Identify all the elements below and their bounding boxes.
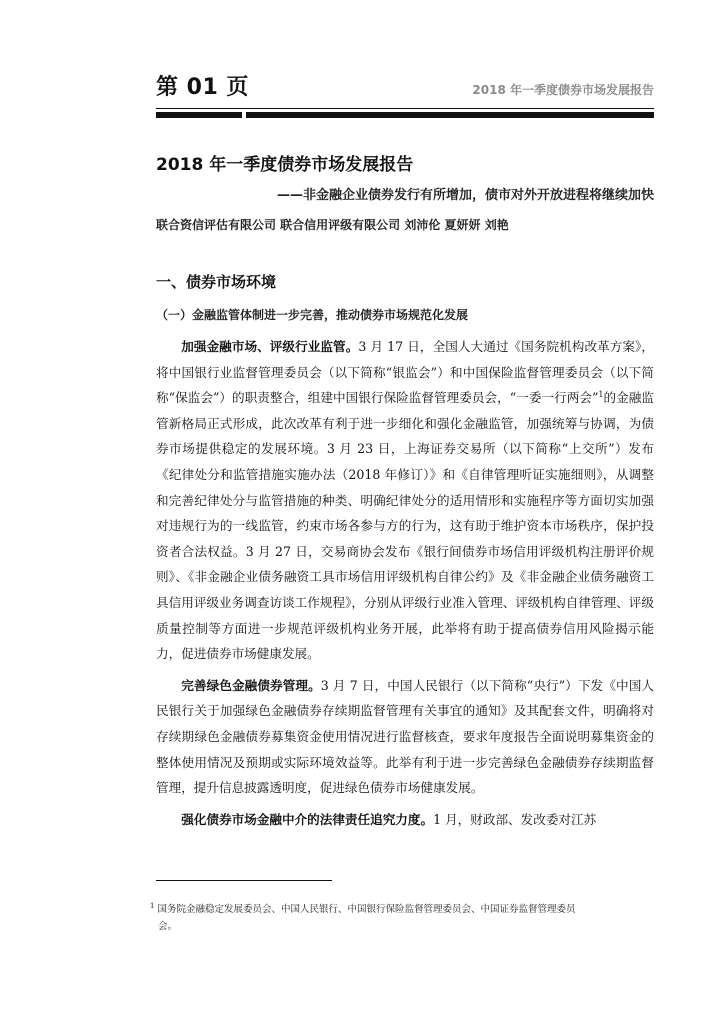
header-rule xyxy=(156,108,654,109)
paragraph-text: 3 月 7 日，中国人民银行（以下简称“央行”）下发《中国人民银行关于加强绿色金融债券存续期监督管理有关事宜的通知》及其配套文件，明确将对存续期绿色金融债券募集资金使用情况进行监督核查，要求年度报告全面说明募集资金的整体使用情况及预期或实际环境效益等。此举有利于进一步完善绿色金融债券存续期监督管理，提升信息披露透明度，促进绿色债券市场健康发展。 xyxy=(156,677,654,796)
footnote-line xyxy=(150,898,654,918)
paragraph-lead: 强化债券市场金融中介的法律责任追究力度。 xyxy=(181,811,434,827)
report-subtitle: ——非金融企业债券发行有所增加，债市对外开放进程将继续加快 xyxy=(276,188,654,203)
footnote-mark: 1 xyxy=(150,902,155,910)
header-bar-right xyxy=(246,112,654,118)
authors-line: 联合资信评估有限公司 联合信用评级有限公司 刘沛伦 夏妍妍 刘艳 xyxy=(156,218,509,232)
paragraph-intermediaries xyxy=(156,807,654,833)
footnote-reference[interactable]: 1 xyxy=(598,390,604,399)
running-title: 2018 年一季度债券市场发展报告 xyxy=(472,83,654,97)
paragraph-green-bonds xyxy=(156,673,654,801)
header-bar-left xyxy=(156,112,242,118)
footnote-line-continued: 会。 xyxy=(158,921,178,933)
subsection-heading: （一）金融监管体制进一步完善，推动债券市场规范化发展 xyxy=(156,308,469,322)
page-number: 第 01 页 xyxy=(156,75,249,100)
body-text xyxy=(156,334,654,838)
footnote-text: 国务院金融稳定发展委员会、中国人民银行、中国银行保险监督管理委员会、中国证券监督管理委员 xyxy=(157,904,576,916)
footnote xyxy=(150,898,654,935)
paragraph-text: 1 月，财政部、发改委对江苏 xyxy=(433,811,597,827)
paragraph-text: 3 月 17 日，全国人大通过《国务院机构改革方案》，将中国银行业监督管理委员会（以下简称“银监会”）和中国保险监督管理委员会（以下简称“保监会”）的职责整合，组建中国银行保险监督管理委员会，“一委一行两会” xyxy=(156,339,655,406)
footnote-separator xyxy=(156,880,332,881)
report-title: 2018 年一季度债券市场发展报告 xyxy=(156,155,414,175)
paragraph-lead: 完善绿色金融债券管理。 xyxy=(181,677,321,693)
section-heading: 一、债券市场环境 xyxy=(156,273,277,291)
paragraph-lead: 加强金融市场、评级行业监管。 xyxy=(181,339,359,354)
paragraph-text: 的金融监管新格局正式形成，此次改革有利于进一步细化和强化金融监管，加强统筹与协调，为债券市场提供稳定的发展环境。3 月 23 日，上海证券交易所（以下简称“上交所”）发布《纪律处分和监管措施实施办法（2018 年修订）》和《自律管理听证实施细则》，从调整和完善纪律处分与监管措施的种类、明确纪律处分的适用情形和实施程序等方面切实加强对违规行为的一线监管，约束市场各参与方的行为，这有助于维护资本市场秩序，保护投资者合法权益。3 月 27 日，交易商协会发布《银行间债券市场信用评级机构注册评价规则》、《非金融企业债务融资工具市场信用评级机构自律公约》及《非金融企业债务融资工具信用评级业务调查访谈工作规程》，分别从评级行业准入管理、评级机构自律管理、评级质量控制等方面进一步规范评级机构业务开展，此举将有助于提高债券信用风险揭示能力，促进债券市场健康发展。 xyxy=(156,390,654,662)
paragraph-regulation xyxy=(156,334,654,667)
